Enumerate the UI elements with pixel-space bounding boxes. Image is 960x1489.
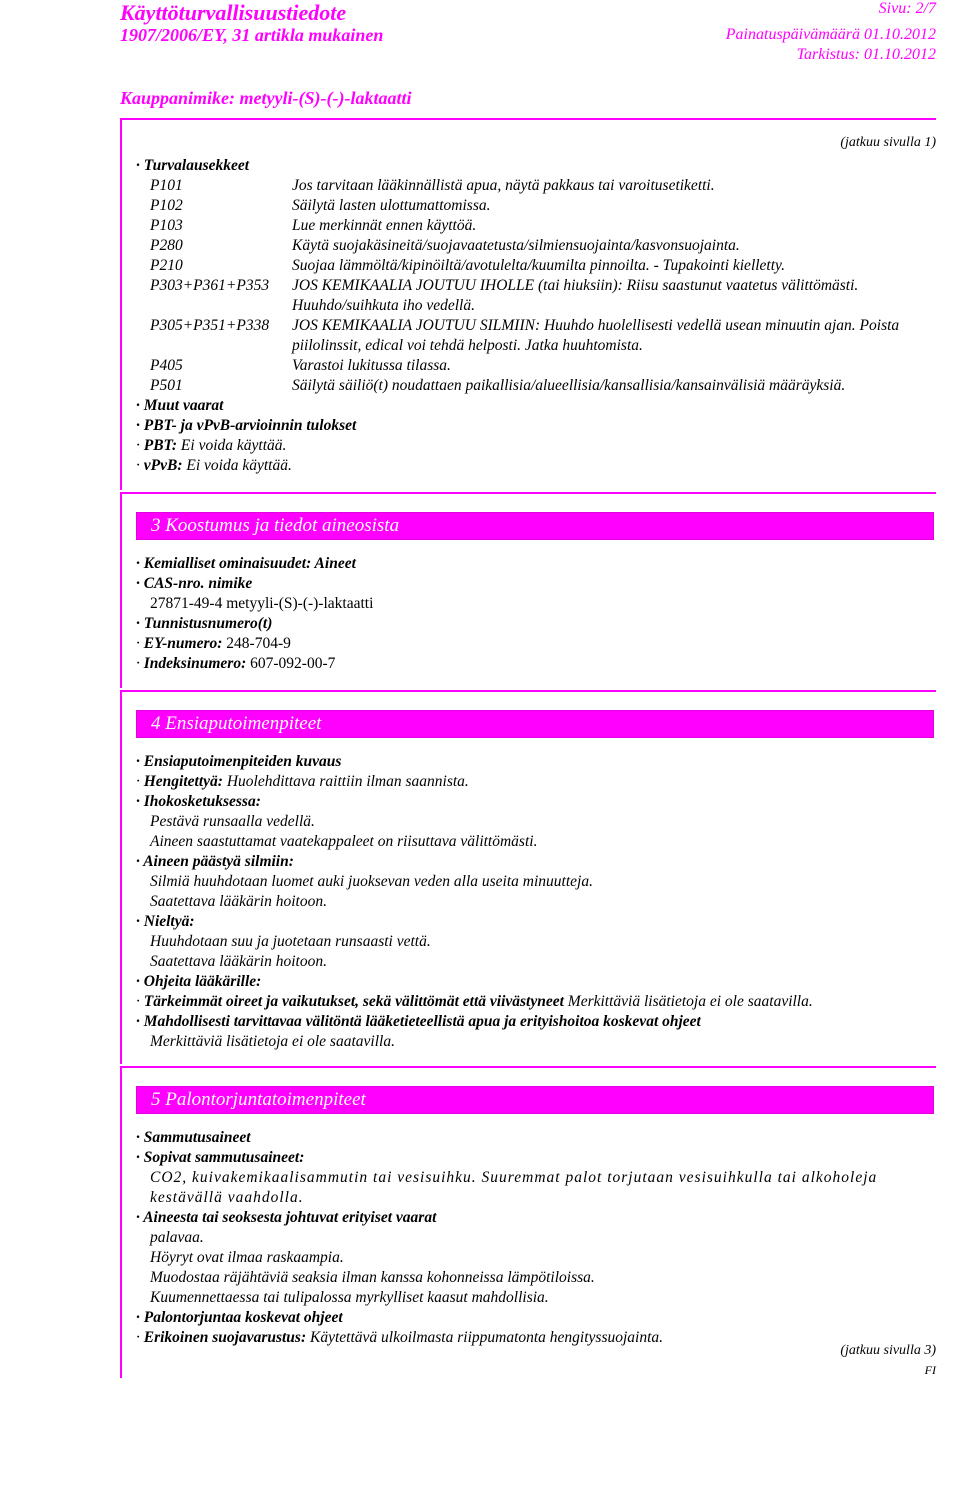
special-hazards-text: Kuumennettaessa tai tulipalossa myrkylliset kaasut mahdollisia.: [150, 1289, 549, 1306]
inhalation-label: Hengitettyä:: [143, 773, 223, 790]
ec-value: 248-704-9: [226, 635, 291, 652]
statement-code: P210: [150, 257, 183, 274]
vpvb-line: [136, 456, 936, 476]
statement-row: [136, 236, 936, 256]
skin-contact-heading: · Ihokosketuksessa:: [136, 792, 936, 812]
statement-code: P405: [150, 357, 183, 374]
statement-row: [136, 216, 936, 236]
statement-code: P303+P361+P353: [150, 277, 270, 294]
extinguishing-media-heading: · Sammutusaineet: [136, 1128, 936, 1148]
skin-contact-text: Pestävä runsaalla vedellä.: [150, 813, 315, 830]
print-date: Painatuspäivämäärä 01.10.2012: [725, 26, 936, 43]
regulation-reference: 1907/2006/EY, 31 artikla mukainen: [120, 25, 384, 45]
skin-contact-text: Aineen saastuttamat vaatekappaleet on riisuttava välittömästi.: [150, 833, 538, 850]
other-hazards-heading: · Muut vaarat: [136, 396, 936, 416]
statement-text: JOS KEMIKAALIA JOUTUU SILMIIN: Huuhdo huolellisesti vedellä usean minuutin ajan. Poista piilolinssit, edical voi tehdä helposti. Jatka huuhtomista.: [292, 317, 900, 354]
treatment-text: Merkittäviä lisätietoja ei ole saatavilla.: [150, 1033, 395, 1050]
statement-text: JOS KEMIKAALIA JOUTUU IHOLLE (tai hiuksiin): Riisu saastunut vaatetus välittömästi. Huuhdo/suihkuta iho vedellä.: [292, 277, 859, 314]
precaution-heading: · Turvalausekkeet: [136, 156, 936, 176]
eye-contact-text: Saatettava lääkärin hoitoon.: [150, 893, 327, 910]
eye-contact-text: Silmiä huuhdotaan luomet auki juoksevan veden alla useita minuutteja.: [150, 873, 593, 890]
vpvb-value: Ei voida käyttää.: [186, 457, 292, 474]
suitable-media-text: CO2, kuivakemikaalisammutin tai vesisuihku. Suuremmat palot torjutaan vesisuihkulla tai alkoholeja kestävällä vaahdolla.: [150, 1169, 878, 1206]
index-label: Indeksinumero:: [143, 655, 247, 672]
continued-from-note: (jatkuu sivulla 1): [840, 135, 936, 150]
ingestion-heading: · Nieltyä:: [136, 912, 936, 932]
special-hazards-text: Höyryt ovat ilmaa raskaampia.: [150, 1249, 344, 1266]
statement-row: [136, 256, 936, 276]
ingestion-text: Saatettava lääkärin hoitoon.: [150, 953, 327, 970]
statement-text: Säilytä säiliö(t) noudattaen paikallisia/alueellisia/kansallisia/kansainvälisiä määräyksiä.: [292, 377, 846, 394]
section-3-title: 3 Koostumus ja tiedot aineosista: [136, 512, 934, 540]
statement-code: P102: [150, 197, 183, 214]
special-hazards-heading: · Aineesta tai seoksesta johtuvat erityiset vaarat: [136, 1208, 936, 1228]
statement-row: [136, 316, 936, 356]
protective-equipment-value: Käytettävä ulkoilmasta riippumatonta hengityssuojainta.: [310, 1329, 664, 1346]
identification-heading: · Tunnistusnumero(t): [136, 614, 936, 634]
ingestion-text: Huuhdotaan suu ja juotetaan runsaasti vettä.: [150, 933, 431, 950]
chemical-characterisation: · Kemialliset ominaisuudet: Aineet: [136, 554, 936, 574]
statement-text: Lue merkinnät ennen käyttöä.: [292, 217, 477, 234]
special-hazards-text: Muodostaa räjähtäviä seaksia ilman kanssa kohonneissa lämpötiloissa.: [150, 1269, 595, 1286]
statement-code: P501: [150, 377, 183, 394]
pbt-line: [136, 436, 936, 456]
statement-code: P101: [150, 177, 183, 194]
treatment-heading: · Mahdollisesti tarvittavaa välitöntä lääketieteellistä apua ja erityishoitoa koskevat ohjeet: [136, 1012, 936, 1032]
statement-code: P103: [150, 217, 183, 234]
pbt-value: Ei voida käyttää.: [180, 437, 287, 454]
statement-text: Käytä suojakäsineitä/suojavaatetusta/silmiensuojainta/kasvonsuojainta.: [292, 237, 740, 254]
eye-contact-heading: · Aineen päästyä silmiin:: [136, 852, 936, 872]
symptoms-value: Merkittäviä lisätietoja ei ole saatavilla.: [567, 993, 813, 1010]
page-number: Sivu: 2/7: [878, 0, 936, 17]
inhalation-line: [136, 772, 936, 792]
cas-heading: · CAS-nro. nimike: [136, 574, 936, 594]
doctor-info-heading: · Ohjeita lääkärille:: [136, 972, 936, 992]
section-5: [120, 1066, 936, 1378]
statement-text: Suojaa lämmöltä/kipinöiltä/avotulelta/kuumilta pinnoilta. - Tupakointi kielletty.: [292, 257, 785, 274]
continued-on-note: (jatkuu sivulla 3): [840, 1343, 936, 1358]
precaution-statements: [136, 176, 936, 396]
section-4-title: 4 Ensiaputoimenpiteet: [136, 710, 934, 738]
firefighting-advice-heading: · Palontorjuntaa koskevat ohjeet: [136, 1308, 936, 1328]
language-code: FI: [924, 1363, 936, 1377]
pbt-results-heading: · PBT- ja vPvB-arvioinnin tulokset: [136, 416, 936, 436]
cas-value: 27871-49-4 metyyli-(S)-(-)-laktaatti: [150, 595, 374, 612]
suitable-media-heading: · Sopivat sammutusaineet:: [136, 1148, 936, 1168]
ec-label: EY-numero:: [143, 635, 223, 652]
statement-row: [136, 176, 936, 196]
statement-row: [136, 276, 936, 316]
symptoms-line: [136, 992, 936, 1012]
first-aid-description: · Ensiaputoimenpiteiden kuvaus: [136, 752, 936, 772]
special-hazards-text: palavaa.: [150, 1229, 204, 1246]
statement-text: Säilytä lasten ulottumattomissa.: [292, 197, 491, 214]
pbt-label: PBT:: [143, 437, 178, 454]
inhalation-value: Huolehdittava raittiin ilman saannista.: [226, 773, 469, 790]
ec-number-line: [136, 634, 936, 654]
revision-date: Tarkistus: 01.10.2012: [796, 46, 936, 63]
statement-code: P280: [150, 237, 183, 254]
vpvb-label: vPvB:: [143, 457, 183, 474]
protective-equipment-label: Erikoinen suojavarustus:: [143, 1329, 307, 1346]
index-number-line: [136, 654, 936, 674]
protective-equipment-line: [136, 1328, 936, 1348]
product-name: Kauppanimike: metyyli-(S)-(-)-laktaatti: [120, 88, 412, 108]
section-4: [120, 690, 936, 1064]
statement-row: [136, 376, 936, 396]
statement-text: Varastoi lukitussa tilassa.: [292, 357, 451, 374]
symptoms-label: Tärkeimmät oireet ja vaikutukset, sekä välittömät että viivästyneet: [143, 993, 564, 1010]
document-title: Käyttöturvallisuustiedote: [120, 0, 347, 25]
statement-text: Jos tarvitaan lääkinnällistä apua, näytä pakkaus tai varoitusetiketti.: [292, 177, 715, 194]
section-3: [120, 492, 936, 688]
section-5-title: 5 Palontorjuntatoimenpiteet: [136, 1086, 934, 1114]
section-2-continuation: [120, 118, 936, 490]
statement-row: [136, 196, 936, 216]
statement-code: P305+P351+P338: [150, 317, 270, 334]
index-value: 607-092-00-7: [250, 655, 336, 672]
statement-row: [136, 356, 936, 376]
